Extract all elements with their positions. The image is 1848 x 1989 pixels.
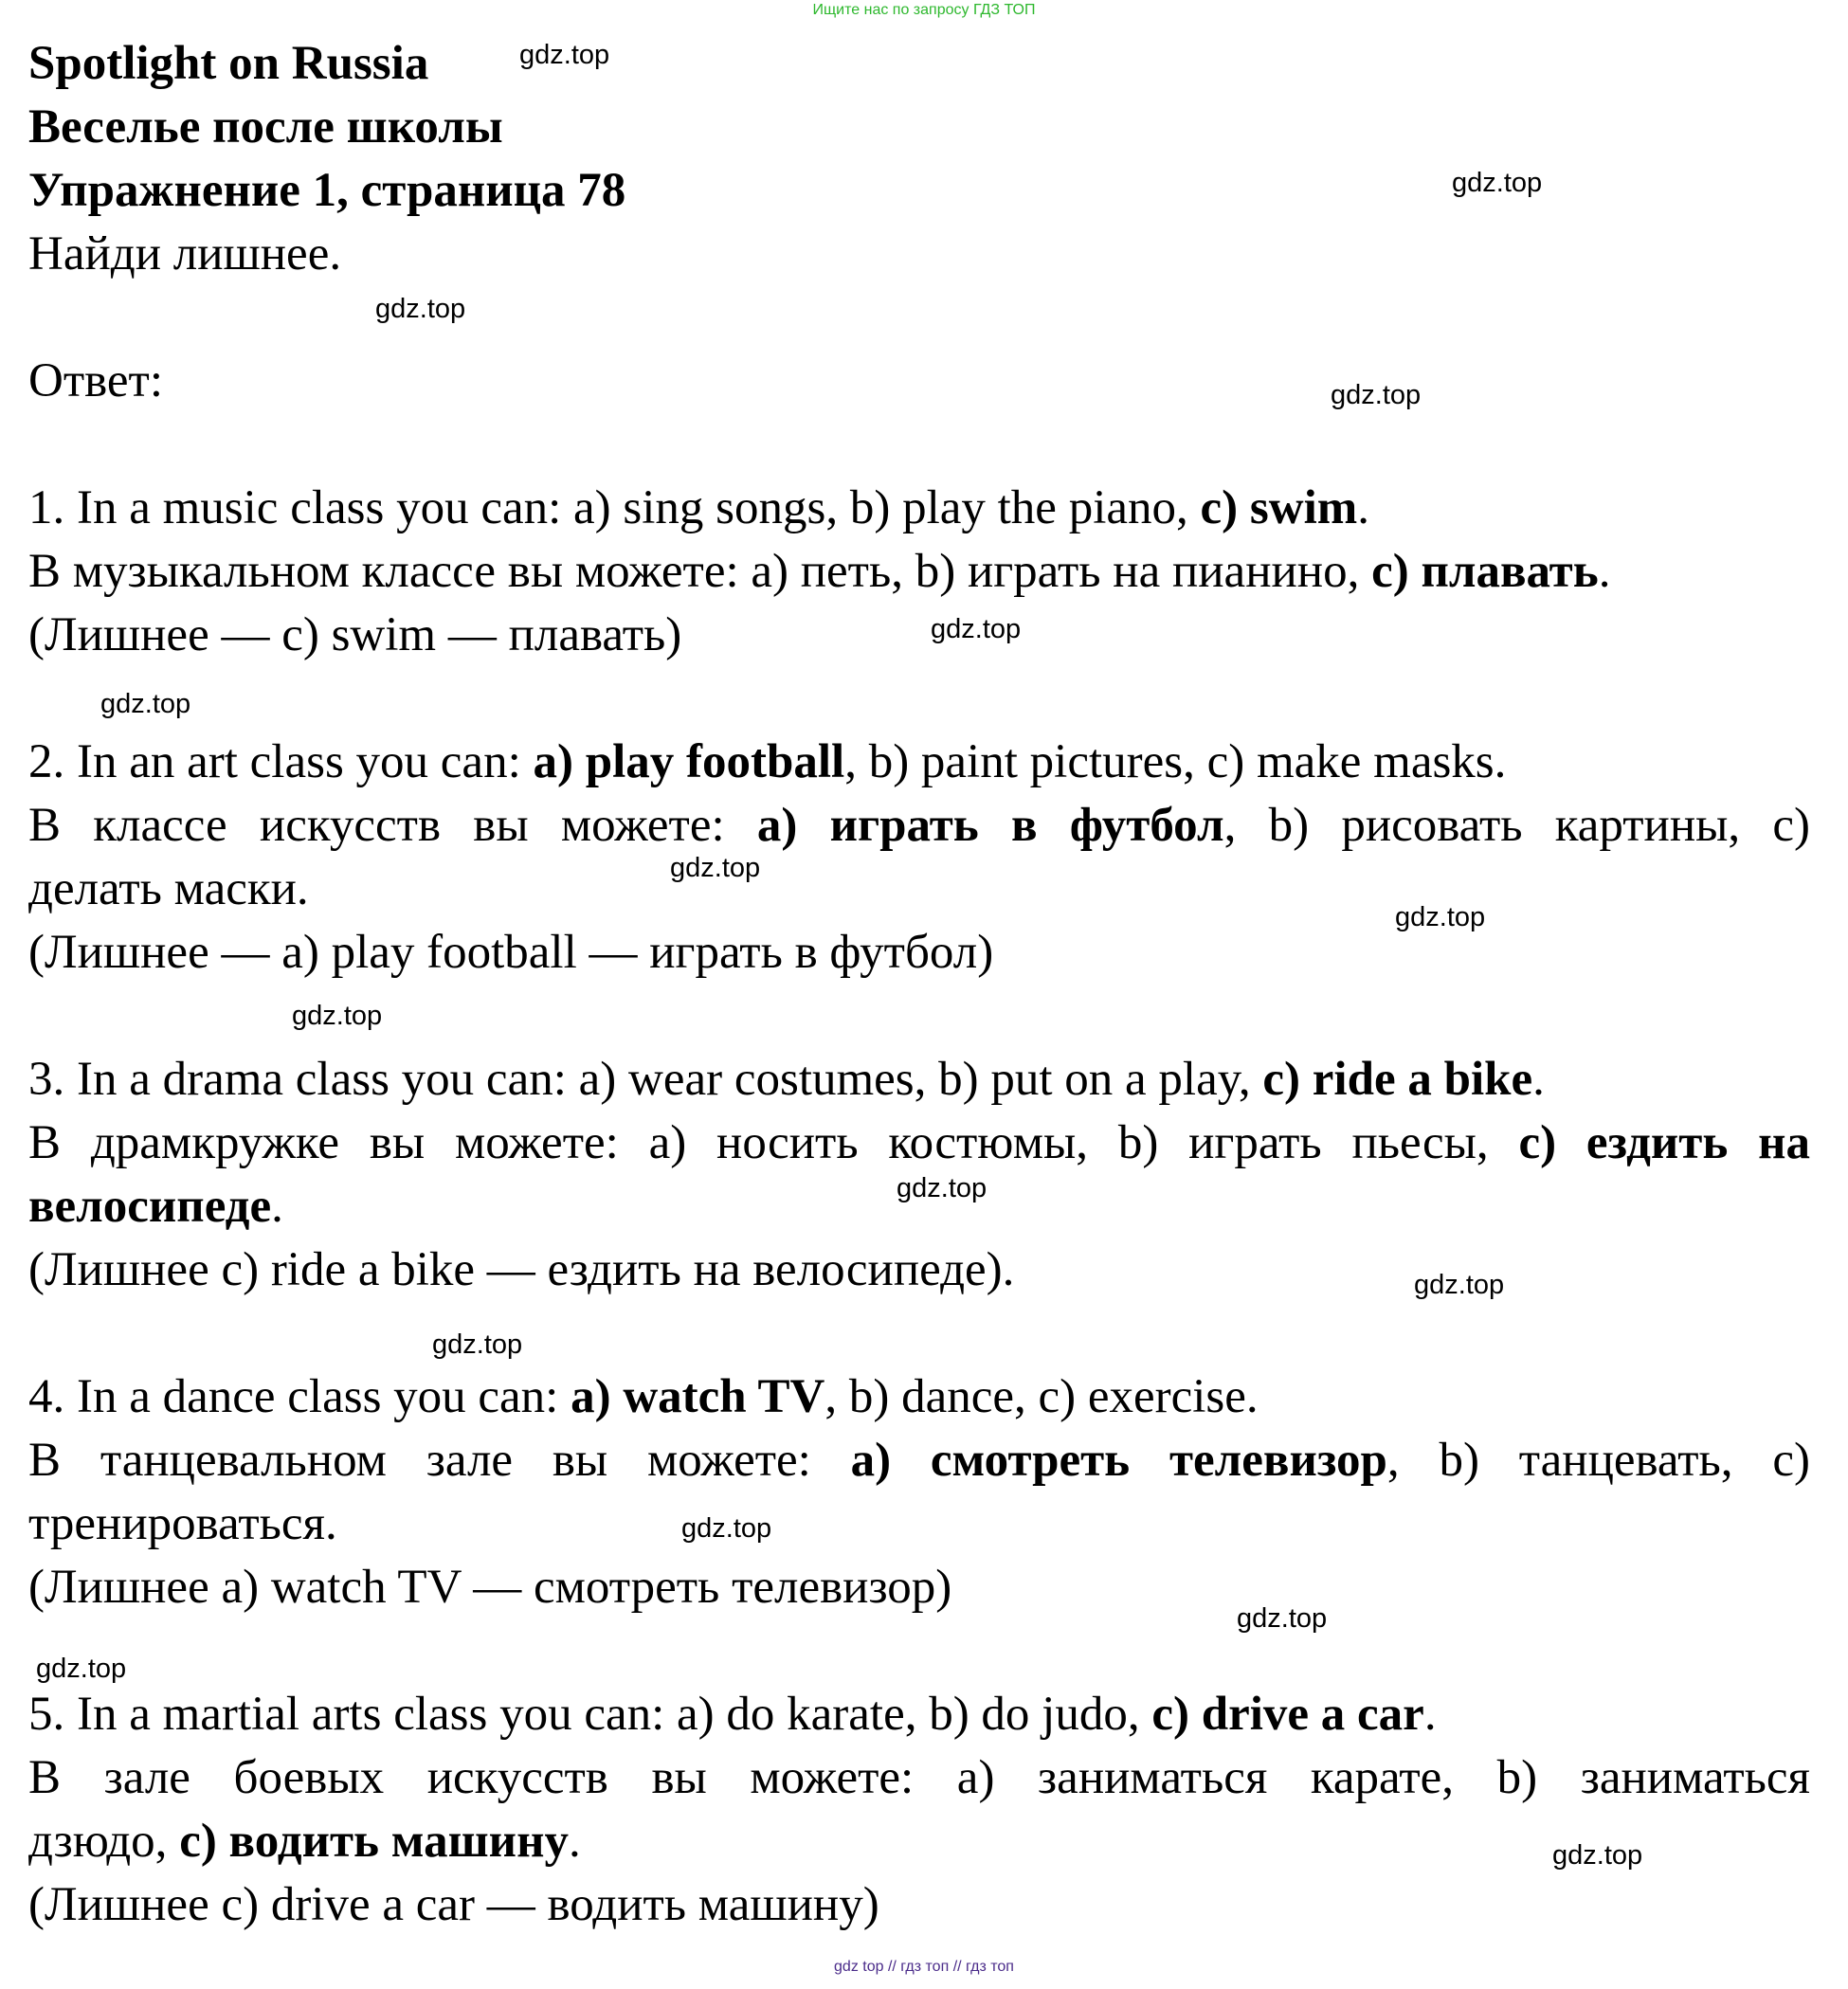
watermark: gdz.top <box>897 1173 987 1203</box>
item-4-note: (Лишнее a) watch TV — смотреть телевизор) <box>28 1561 952 1614</box>
answer-label: Ответ: <box>28 354 163 407</box>
watermark: gdz.top <box>1395 902 1486 932</box>
item-4-russian-cont: тренироваться. <box>28 1497 337 1550</box>
watermark: gdz.top <box>36 1654 127 1684</box>
item-1-english: 1. In a music class you can: a) sing songs, b) play the piano, c) swim. <box>28 481 1369 534</box>
item-3-russian: В драмкружке вы можете: а) носить костюмы, b) играть пьесы, c) ездить на <box>28 1116 1810 1169</box>
item-1-note: (Лишнее — c) swim — плавать) <box>28 608 682 661</box>
book-title: Spotlight on Russia <box>28 37 429 90</box>
item-2-english: 2. In an art class you can: a) play football, b) paint pictures, c) make masks. <box>28 735 1507 788</box>
watermark: gdz.top <box>1237 1603 1328 1634</box>
document-body <box>28 32 1810 1937</box>
watermark: gdz.top <box>1552 1840 1643 1871</box>
item-2-note: (Лишнее — a) play football — играть в футбол) <box>28 926 994 979</box>
item-5-note: (Лишнее c) drive a car — водить машину) <box>28 1878 879 1931</box>
watermark: gdz.top <box>519 40 610 70</box>
watermark: gdz.top <box>1452 168 1543 198</box>
section-title: Веселье после школы <box>28 100 503 154</box>
exercise-title: Упражнение 1, страница 78 <box>28 164 626 217</box>
item-3-russian-cont: велосипеде. <box>28 1180 283 1233</box>
top-banner: Ищите нас по запросу ГДЗ ТОП <box>812 2 1036 18</box>
item-3-english: 3. In a drama class you can: a) wear costumes, b) put on a play, c) ride a bike. <box>28 1053 1545 1106</box>
watermark: gdz.top <box>1414 1270 1505 1300</box>
watermark: gdz.top <box>292 1001 383 1031</box>
watermark: gdz.top <box>670 853 761 883</box>
item-3-note: (Лишнее c) ride a bike — ездить на велосипеде). <box>28 1243 1015 1296</box>
watermark: gdz.top <box>1331 380 1422 410</box>
item-4-russian: В танцевальном зале вы можете: a) смотреть телевизор, b) танцевать, c) <box>28 1434 1810 1487</box>
item-5-russian-cont: дзюдо, c) водить машину. <box>28 1815 581 1868</box>
item-1-russian: В музыкальном классе вы можете: а) петь, b) играть на пианино, c) плавать. <box>28 545 1611 598</box>
bottom-banner: gdz top // гдз топ // гдз топ <box>834 1959 1014 1975</box>
item-5-english: 5. In a martial arts class you can: a) do karate, b) do judo, c) drive a car. <box>28 1688 1437 1741</box>
watermark: gdz.top <box>432 1329 523 1360</box>
item-2-russian-cont: делать маски. <box>28 862 309 915</box>
watermark: gdz.top <box>931 614 1022 644</box>
watermark: gdz.top <box>681 1513 772 1544</box>
watermark: gdz.top <box>100 689 191 719</box>
watermark: gdz.top <box>375 294 466 324</box>
item-2-russian: В классе искусств вы можете: a) играть в футбол, b) рисовать картины, c) <box>28 799 1810 852</box>
item-4-english: 4. In a dance class you can: a) watch TV, b) dance, c) exercise. <box>28 1370 1259 1423</box>
item-5-russian: В зале боевых искусств вы можете: а) заниматься карате, b) заниматься <box>28 1751 1810 1804</box>
task-text: Найди лишнее. <box>28 227 342 280</box>
